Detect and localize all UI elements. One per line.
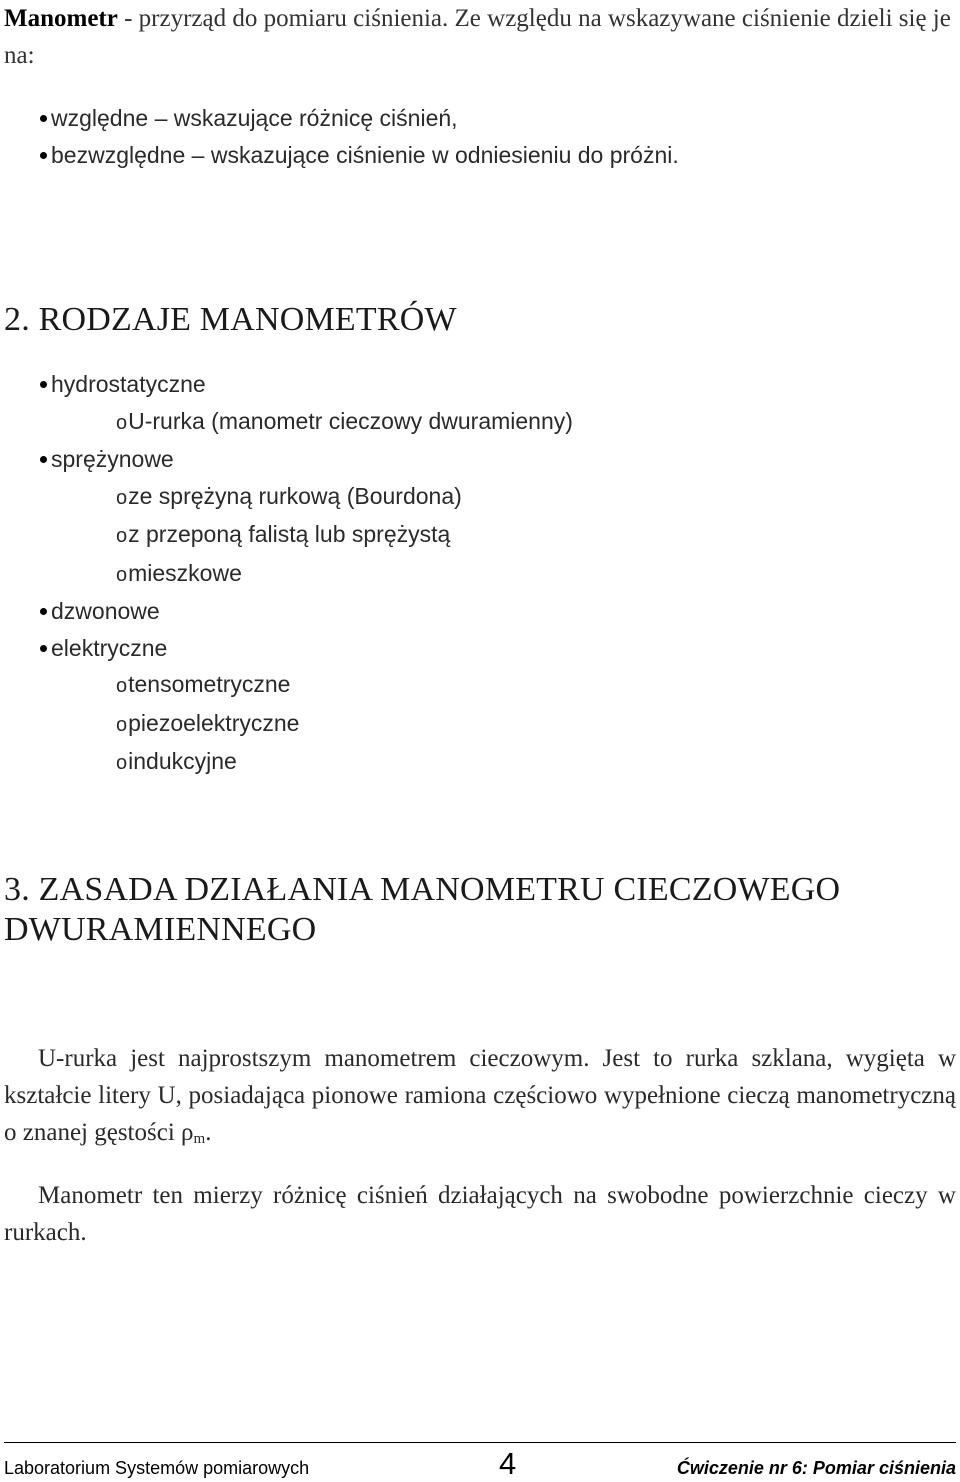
rho-subscript: m — [193, 1131, 206, 1147]
section-3-paragraph-1: U-rurka jest najprostszym manometrem cieczowym. Jest to rurka szklana, wygięta w kształcie litery U, posiadająca pionowe ramiona częściowo wypełnione cieczą manometryczną o znanej gęstości $\rho_m$. — [4, 1045, 956, 1147]
section-3-heading-line2: DWURAMIENNEGO — [4, 911, 317, 948]
sub-list-item: oze sprężyną rurkową (Bourdona) — [40, 478, 573, 517]
sub-bullet-icon: o — [116, 675, 128, 697]
sub-list-item: otensometryczne — [40, 666, 573, 705]
section-2-heading: 2. RODZAJE MANOMETRÓW — [4, 301, 457, 338]
bullet-icon — [40, 645, 47, 652]
bullet-icon — [40, 115, 47, 122]
bullet-icon — [40, 456, 47, 463]
intro-term: Manometr — [4, 5, 118, 32]
intro-paragraph — [4, 0, 956, 74]
intro-text: - przyrząd do pomiaru ciśnienia. Ze względu na wskazywane ciśnienie dzieli się je na: — [4, 5, 951, 69]
manometer-kinds-list — [40, 366, 573, 782]
list-item: hydrostatyczne — [40, 366, 573, 403]
page-number: 4 — [499, 1446, 517, 1481]
footer-divider — [4, 1442, 956, 1443]
sub-bullet-icon: o — [116, 525, 128, 547]
bullet-icon — [40, 608, 47, 615]
bullet-icon — [40, 152, 47, 159]
list-item: elektryczne — [40, 630, 573, 667]
sub-bullet-icon: o — [116, 752, 128, 774]
section-3-heading — [4, 870, 840, 950]
list-item: sprężynowe — [40, 441, 573, 478]
sub-list-item: omieszkowe — [40, 555, 573, 594]
sub-bullet-icon: o — [116, 563, 128, 586]
sub-list-item: oU-rurka (manometr cieczowy dwuramienny) — [40, 403, 573, 442]
section-3-paragraph-2: Manometr ten mierzy różnicę ciśnień działających na swobodne powierzchnie cieczy w rurkach. — [4, 1182, 956, 1246]
sub-list-item: oz przeponą falistą lub sprężystą — [40, 516, 573, 555]
sub-bullet-icon: o — [116, 486, 128, 509]
list-item: dzwonowe — [40, 593, 573, 630]
list-item: względne – wskazujące różnicę ciśnień, — [40, 100, 679, 137]
sub-list-item: oindukcyjne — [40, 743, 573, 782]
footer-course-title: Laboratorium Systemów pomiarowych — [4, 1458, 310, 1478]
bullet-icon — [40, 381, 47, 388]
sub-list-item: opiezoelektryczne — [40, 705, 573, 744]
sub-bullet-icon: o — [116, 713, 128, 736]
footer-exercise-title: Ćwiczenie nr 6: Pomiar ciśnienia — [676, 1458, 956, 1478]
list-item: bezwzględne – wskazujące ciśnienie w odniesieniu do próżni. — [40, 137, 679, 174]
section-3-heading-line1: 3. ZASADA DZIAŁANIA MANOMETRU CIECZOWEGO — [4, 871, 841, 908]
sub-bullet-icon: o — [116, 411, 128, 434]
manometer-types-list — [40, 100, 679, 173]
